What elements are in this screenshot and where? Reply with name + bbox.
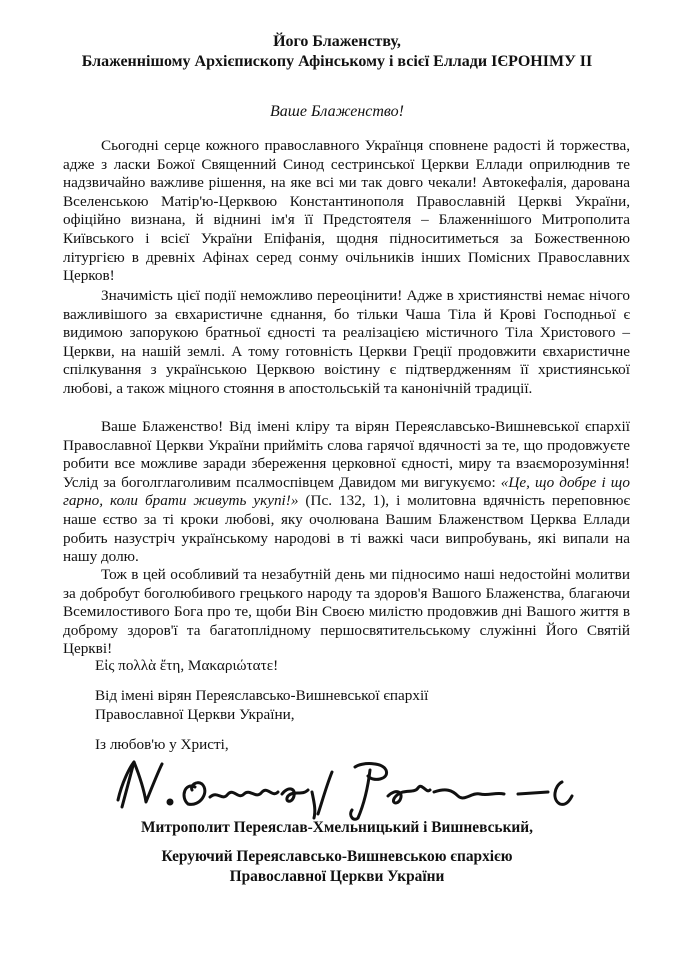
signatory-church: Православної Церкви України xyxy=(229,868,445,885)
salutation: Ваше Блаженство! xyxy=(270,103,404,120)
greek-greeting: Εἰς πολλὰ ἔτη, Μακαριώτατε! xyxy=(95,657,279,674)
addressee-line-2: Блаженнішому Архієпископу Афінському і всієї Еллади ІЄРОНІМУ ІІ xyxy=(81,53,593,70)
signatory-role: Керуючий Переяславсько-Вишневською єпархією xyxy=(161,848,513,865)
signatory-title: Митрополит Переяслав-Хмельницький і Вишневський, xyxy=(140,819,534,836)
paragraph-1: Сьогодні серце кожного православного Українця сповнене радості й торжества, адже з ласки Божої Священний Синод сестринської Церкви Еллади оприлюднив те надзвичайно важливе рішення, на яке всі ми так довго чекали! Автокефалія, дарована Вселенською Матір'ю-Церквою Константинополя Православній Церкві України, офіційно визнана, й віднині ім'я її Предстоятеля – Блаженнішого Митрополита Київського і всієї України Епіфанія, щодня підноситиметься за Божественною літургією в древніх Афінах серед сонму очільників інших Помісних Православних Церков! xyxy=(63,137,630,285)
addressee-line-1: Його Блаженству, xyxy=(273,33,401,50)
closing-line-1: Від імені вірян Переяславсько-Вишневської єпархії xyxy=(95,687,429,704)
paragraph-4: Тож в цей особливий та незабутній день ми підносимо наші недостойні молитви за добробут боголюбивого грецького народу та здоров'я Вашого Блаженства, благаючи Всемилостивого Бога про те, щоби Він Своєю милістю продовжив дні Вашого життя в доброму здоров'ї та багатоплідному першосвятительському служінні Його Святій Церкві! xyxy=(63,566,630,658)
paragraph-3 xyxy=(63,418,630,567)
psalm-quote: «Це, що добре і що гарно, коли брати живуть укупі!» xyxy=(63,473,630,510)
paragraph-3-end: (Пс. 132, 1), і молитовна вдячність переповнює наше єство за ті кроки любові, яку очолювана Вашим Блаженством Церква Еллади робить назустріч українському народові в ті важкі часи випробувань, які випали на нашу долю. xyxy=(63,492,630,566)
handwritten-signature xyxy=(100,752,600,822)
paragraph-3-start: Ваше Блаженство! Від імені кліру та вірян Переяславсько-Вишневської єпархії Православної Церкви України прийміть слова гарячої вдячності за те, що продовжуєте робити все можливе заради збереження церковної єдності, миру та взаєморозуміння! Услід за боголглаголивим псалмоспівцем Давидом ми вигукуємо: xyxy=(63,418,630,491)
closing-line-3: Із любов'ю у Христі, xyxy=(95,736,229,753)
paragraph-2: Значимість цієї події неможливо переоцінити! Адже в християнстві немає нічого важливішого за євхаристичне єднання, бо тільки Чаша Тіла й Крові Господньої є видимою запорукою братньої єдності та реалізацією містичного Тіла Христового – Церкви, на нашій землі. А тому готовність Церкви Греції продовжити євхаристичне спілкування з українською Церквою воістину є підтвердженням її християнської любові, а також міцного стояння в апостольській та канонічній традиції. xyxy=(63,287,630,397)
closing-line-2: Православної Церкви України, xyxy=(95,706,295,723)
